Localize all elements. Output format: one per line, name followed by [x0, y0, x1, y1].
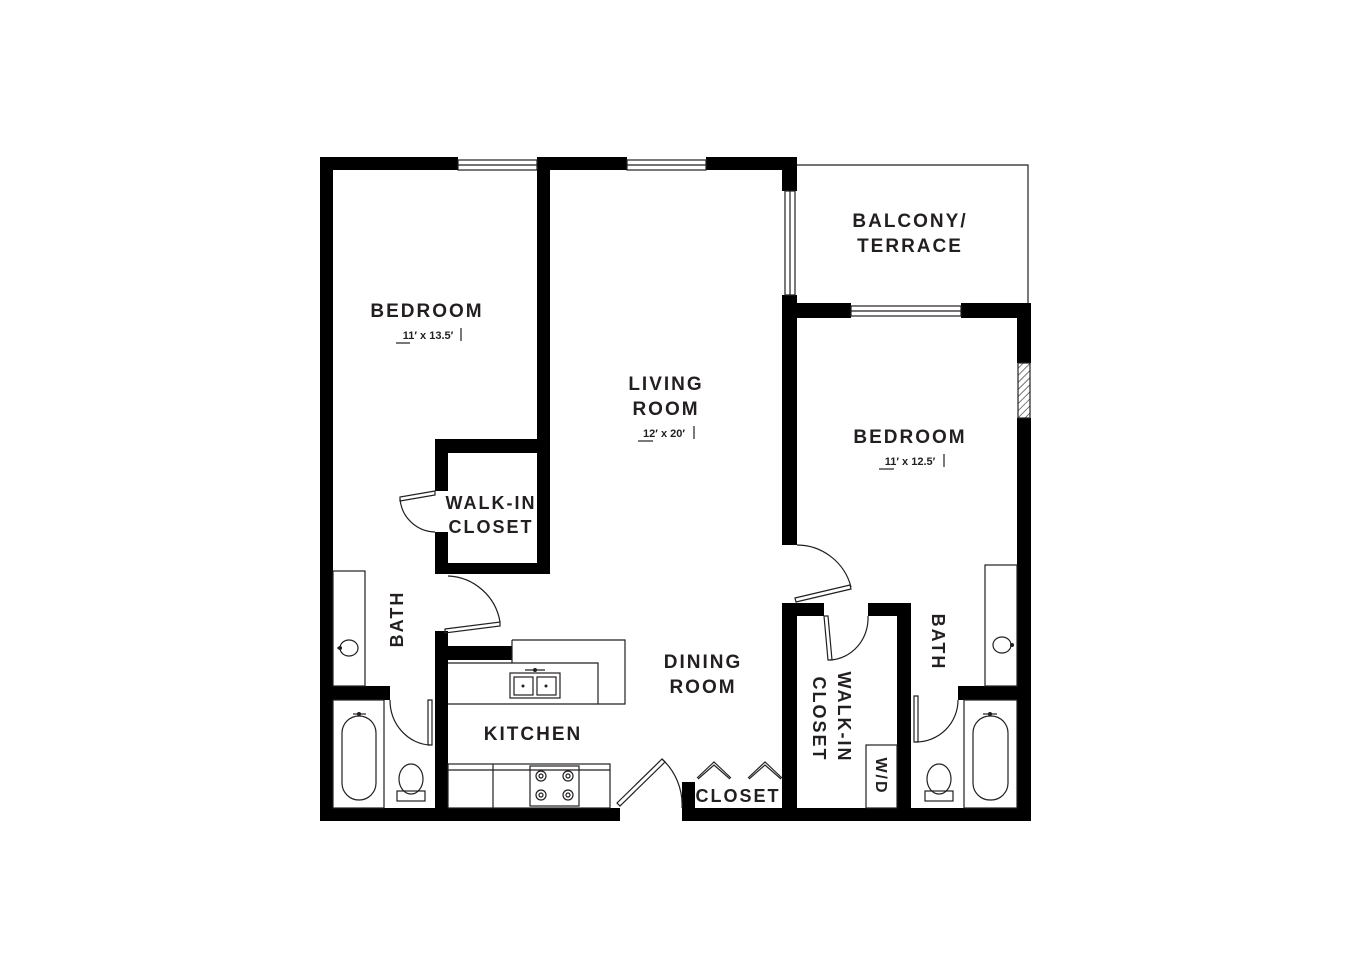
living-room-label-line2: ROOM	[632, 399, 700, 420]
bathtub-right	[964, 700, 1017, 808]
closet-label: CLOSET	[695, 786, 781, 806]
toilet-left	[397, 764, 425, 801]
walkin-left-label-line1: WALK-IN	[445, 493, 537, 513]
bedroom-left-label: BEDROOM	[370, 301, 484, 322]
bedroom-left-dimensions: 11′ x 13.5′	[402, 330, 454, 342]
balcony-outline	[796, 165, 1028, 305]
living-room-dimensions: 12′ x 20′	[643, 428, 685, 440]
bathtub-left	[333, 700, 384, 808]
vanity-left	[333, 571, 365, 686]
bedroom-right-label: BEDROOM	[853, 427, 967, 448]
room-labels	[370, 211, 967, 806]
bath-left-label: BATH	[387, 590, 407, 648]
walkin-right-label-line1: WALK-IN	[834, 671, 854, 763]
living-room-label-line1: LIVING	[628, 374, 704, 395]
kitchen-sink	[510, 668, 560, 698]
balcony-label-line1: BALCONY/	[852, 211, 968, 232]
walkin-left-label-line2: CLOSET	[448, 517, 534, 537]
vanity-right	[985, 565, 1017, 686]
kitchen-lower-counter	[448, 764, 610, 808]
balcony-label-line2: TERRACE	[857, 236, 963, 257]
walkin-right-label-line2: CLOSET	[809, 676, 829, 762]
bath-right-label: BATH	[928, 613, 948, 671]
stove	[530, 766, 579, 806]
dining-room-label-line2: ROOM	[669, 677, 737, 698]
toilet-right	[925, 764, 953, 801]
washer-dryer-label: W/D	[872, 757, 889, 795]
bedroom-right-dimensions: 11′ x 12.5′	[884, 456, 936, 468]
kitchen-label: KITCHEN	[483, 724, 583, 745]
dining-room-label-line1: DINING	[663, 652, 743, 673]
